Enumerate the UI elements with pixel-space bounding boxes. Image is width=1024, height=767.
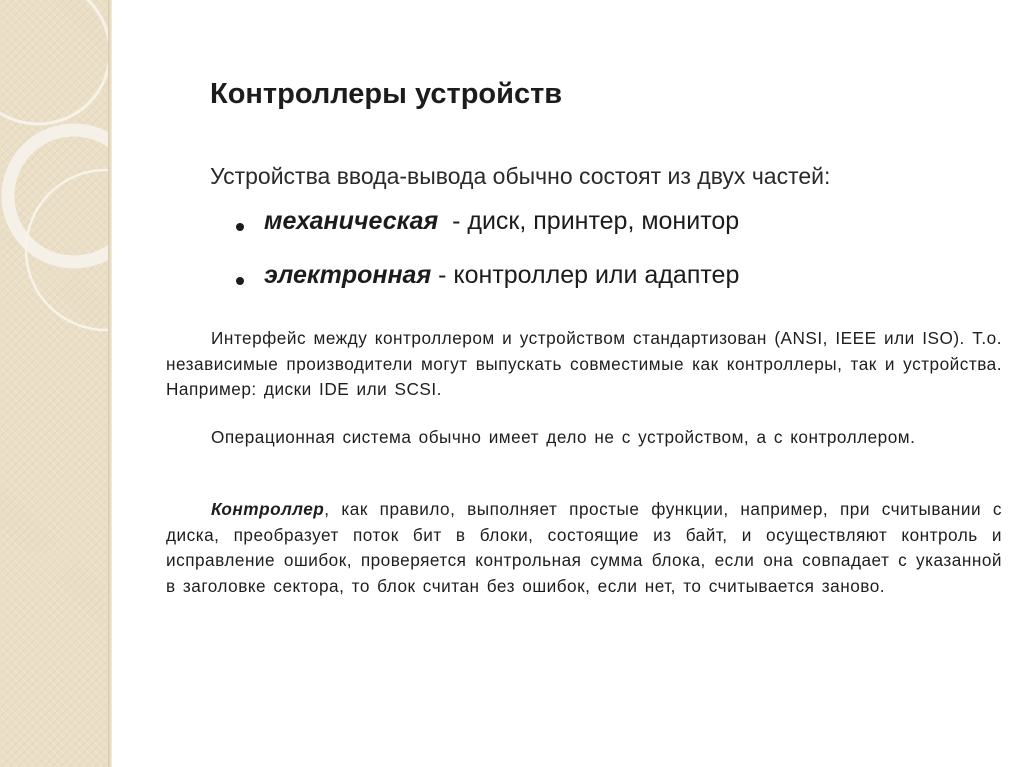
slide-title: Контроллеры устройств [210, 78, 563, 110]
bullet-dot-icon [236, 223, 244, 231]
bullet-term: механическая [264, 207, 439, 235]
intro-text: Устройства ввода-вывода обычно состоят из двух частей: [210, 163, 831, 189]
decorative-side-panel [0, 0, 112, 767]
decorative-ring-thick [8, 130, 112, 262]
decorative-ring-large [0, 0, 110, 124]
paragraph-term: Контроллер [211, 499, 325, 519]
bullet-description: - контроллер или адаптер [431, 261, 740, 289]
bullet-text [264, 207, 739, 236]
side-panel-edge [108, 0, 112, 767]
bullet-description: - диск, принтер, монитор [438, 207, 740, 235]
paragraph-controller [166, 497, 1002, 599]
paragraph-os: Операционная система обычно имеет дело не с устройством, а с контроллером. [211, 427, 916, 447]
bullet-term: электронная [264, 261, 432, 289]
bullet-text [264, 261, 739, 290]
paragraph-interface: Интерфейс между контроллером и устройством стандартизован (ANSI, IEEE или ISO). Т.о. независимые производители могут выпускать совместимые как контроллеры, так и устройства. Например: диски IDE или SCSI. [166, 328, 1002, 399]
bullet-dot-icon [236, 277, 244, 285]
paragraph-controller-text: , как правило, выполняет простые функции, например, при считывании с диска, преобразует поток бит в блоки, состоящие из байт, и осуществляют контроль и исправление ошибок, проверяется контрольная сумма блока, если она совпадает с указанной в заголовке сектора, то блок считан без ошибок, если нет, то считывается заново. [166, 499, 1002, 596]
decorative-rings [0, 0, 112, 767]
